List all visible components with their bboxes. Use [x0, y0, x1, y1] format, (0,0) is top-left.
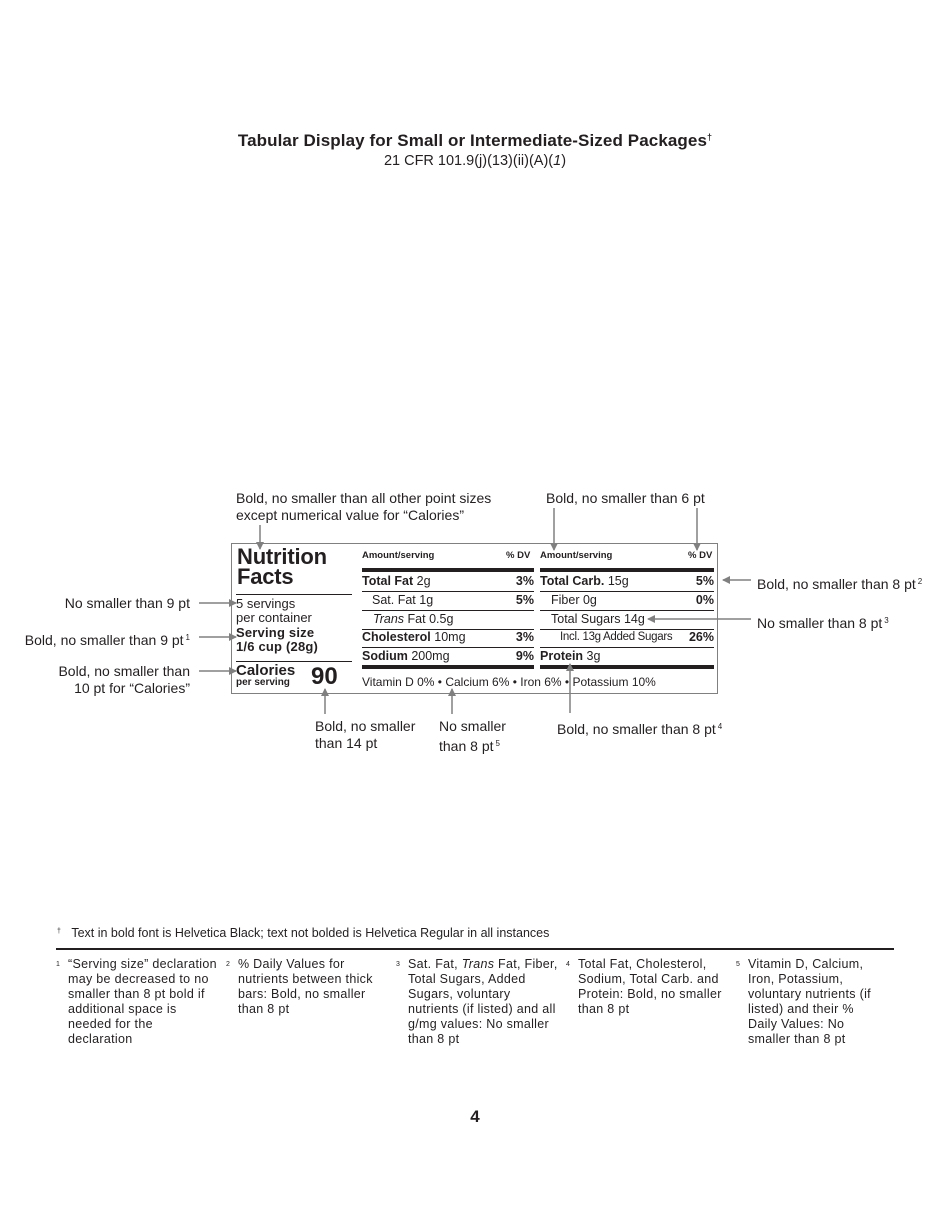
footnote-text: Fat, Fiber, Total Sugars, Added Sugars, voluntary nutrients (if listed) and all g/mg values: No smaller than 8 pt	[408, 957, 558, 1046]
footnote-text-pre: Sat. Fat,	[408, 957, 462, 971]
dagger-mark: †	[57, 928, 61, 935]
footnote-text-italic: Trans	[461, 957, 495, 971]
nutrient-name-italic: Trans	[373, 612, 405, 626]
footnote-4	[566, 957, 728, 1017]
nutrient-dv: 3%	[515, 630, 534, 644]
nutrient-dv: 5%	[515, 593, 534, 607]
annotation-line: Bold, no smaller than	[58, 663, 190, 679]
annotation-line: 10 pt for “Calories”	[74, 680, 190, 696]
serving-size-value: 1/6 cup (28g)	[236, 639, 319, 654]
vitamins-minerals-line: Vitamin D 0% • Calcium 6% • Iron 6% • Potassium 10%	[362, 675, 656, 689]
annotation-text: No smaller than 8 pt	[757, 615, 883, 631]
footnote-text: Total Fat, Cholesterol, Sodium, Total Carb. and Protein: Bold, no smaller than 8 pt	[578, 957, 722, 1016]
nutrient-name: Sat. Fat	[372, 593, 416, 607]
footnote-ref: 2	[917, 577, 923, 586]
dv-header-left: % DV	[506, 550, 531, 561]
nutrient-amount: 15g	[607, 574, 629, 588]
footnote-2	[226, 957, 388, 1017]
annotation-servings: No smaller than 9 pt	[64, 595, 190, 611]
nutrient-name: Total Sugars	[551, 612, 621, 626]
nutrient-name: Fiber	[551, 593, 580, 607]
nutrient-name: Cholesterol	[362, 630, 431, 644]
footnote-number: 1	[56, 961, 61, 968]
nutrient-name: Protein	[540, 649, 584, 663]
calories-value: 90	[311, 663, 338, 690]
nutrient-amount: 200mg	[411, 649, 450, 663]
cfr-italic: 1	[553, 153, 562, 169]
amount-serving-header-left: Amount/serving	[362, 550, 435, 561]
nutrient-name: Sodium	[362, 649, 408, 663]
cfr-suffix: )	[561, 153, 567, 169]
per-serving-label: per serving	[236, 677, 290, 688]
nutrient-amount: 0g	[582, 593, 597, 607]
nutrient-dv: 9%	[515, 649, 534, 663]
heading-line: Facts	[237, 564, 294, 589]
footnote-text: % Daily Values for nutrients between thick bars: Bold, no smaller than 8 pt	[238, 957, 373, 1016]
footnote-text: Vitamin D, Calcium, Iron, Potassium, voluntary nutrients (if listed) and their % Daily Values: No smaller than 8 pt	[748, 957, 871, 1046]
footnote-number: 2	[226, 961, 231, 968]
footnote-rule	[56, 948, 894, 950]
nutrient-amount: 3g	[586, 649, 601, 663]
dagger-footnote	[57, 926, 549, 940]
footnote-5	[736, 957, 878, 1047]
cfr-prefix: 21 CFR 101.9(j)(13)(ii)(A)(	[383, 153, 554, 169]
title-text: Tabular Display for Small or Intermediate-Sized Packages	[237, 131, 708, 150]
servings-line: 5 servings	[236, 596, 296, 611]
annotation-line: except numerical value for “Calories”	[236, 507, 464, 523]
amount-serving-header-right: Amount/serving	[540, 550, 613, 561]
annotation-text: Bold, no smaller than 9 pt	[24, 632, 184, 648]
nutrient-amount: 2g	[416, 574, 431, 588]
annotation-text: than 8 pt	[439, 738, 494, 754]
dagger-footnote-text: Text in bold font is Helvetica Black; text not bolded is Helvetica Regular in all instances	[71, 926, 550, 940]
nutrient-dv: 3%	[515, 574, 534, 588]
footnote-ref: 1	[185, 633, 190, 642]
annotation-text: Bold, no smaller than 8 pt	[557, 721, 716, 737]
heading-line: Nutrition	[237, 544, 327, 569]
servings-line: per container	[236, 610, 312, 625]
annotation-line: Bold, no smaller	[315, 718, 416, 734]
nutrient-amount: 14g	[623, 612, 645, 626]
footnote-number: 3	[396, 961, 401, 968]
nutrient-dv: 5%	[695, 574, 714, 588]
annotation-line: No smaller	[439, 718, 506, 734]
footnote-ref: 4	[717, 722, 723, 731]
nutrient-name: Total Carb.	[540, 574, 605, 588]
annotation-line: Bold, no smaller than all other point sizes	[236, 490, 492, 506]
footnote-ref: 5	[495, 739, 500, 748]
footnote-3	[396, 957, 558, 1047]
footnote-ref: 3	[884, 616, 889, 625]
nutrient-name: Fat	[407, 612, 426, 626]
footnote-number: 5	[736, 961, 741, 968]
dagger-mark: †	[707, 132, 713, 142]
nutrient-name: Incl. 13g Added Sugars	[560, 631, 673, 643]
annotation-column-header: Bold, no smaller than 6 pt	[546, 490, 705, 506]
nutrient-dv: 26%	[688, 630, 714, 644]
footnote-number: 4	[566, 961, 571, 968]
nutrient-dv: 0%	[695, 593, 714, 607]
calories-label: Calories	[236, 662, 296, 679]
dv-header-right: % DV	[688, 550, 713, 561]
serving-size-label: Serving size	[236, 625, 315, 640]
annotation-text: Bold, no smaller than 8 pt	[757, 576, 916, 592]
footnote-text: “Serving size” declaration may be decreased to no smaller than 8 pt bold if additional space is needed for the declaration	[68, 957, 217, 1046]
nutrient-amount: 0.5g	[429, 612, 454, 626]
footnote-1	[56, 957, 218, 1047]
page-number: 4	[470, 1107, 480, 1126]
nutrient-name: Total Fat	[362, 574, 414, 588]
nutrient-amount: 1g	[419, 593, 434, 607]
annotation-line: than 14 pt	[315, 735, 378, 751]
nutrient-amount: 10mg	[434, 630, 466, 644]
